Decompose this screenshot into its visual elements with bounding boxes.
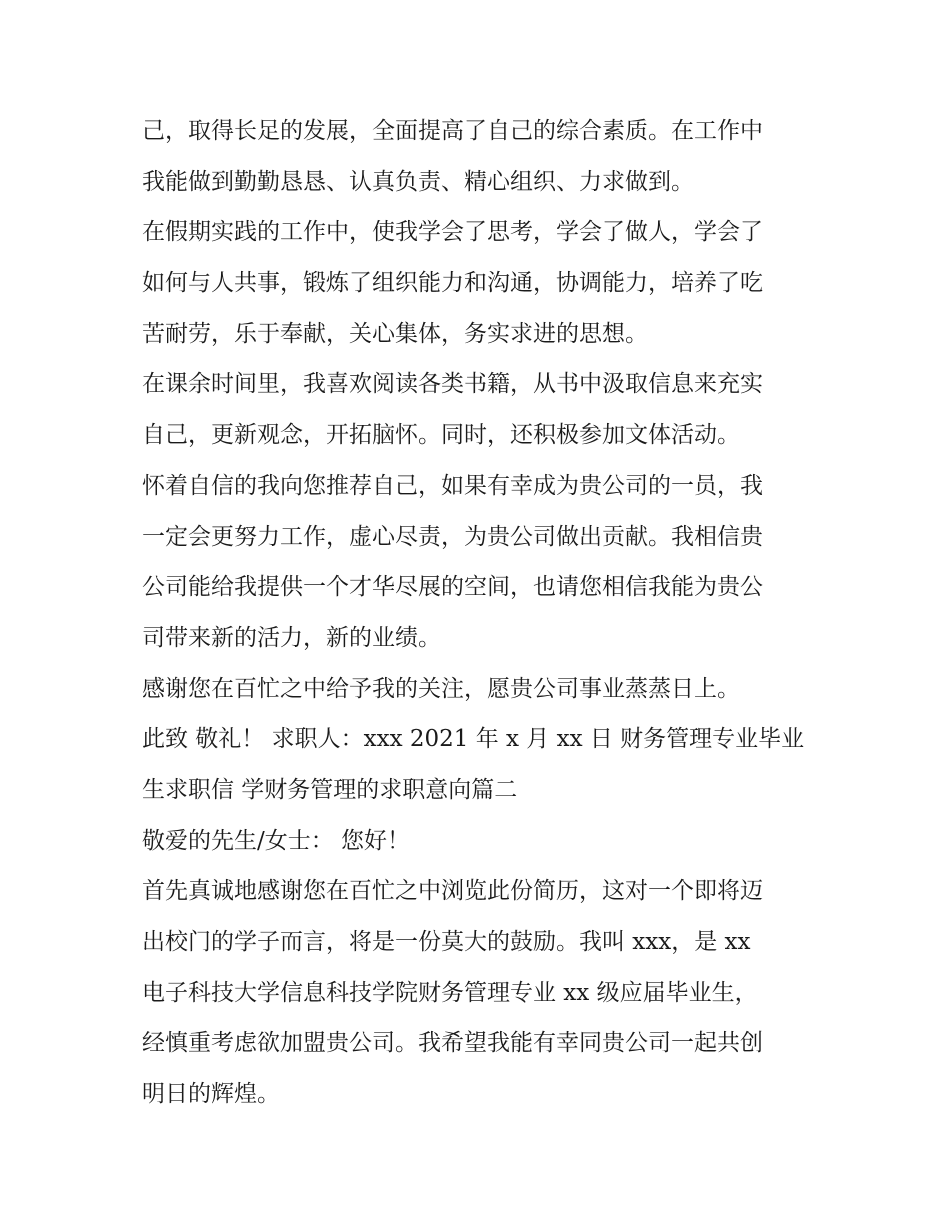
text-line: 经慎重考虑欲加盟贵公司。我希望我能有幸同贵公司一起共创 <box>142 1030 763 1057</box>
text-line: 如何与人共事，锻炼了组织能力和沟通，协调能力，培养了吃 <box>142 270 763 297</box>
text-line: 首先真诚地感谢您在百忙之中浏览此份简历，这对一个即将迈 <box>142 878 763 905</box>
text-line: 己，取得长足的发展，全面提高了自己的综合素质。在工作中 <box>142 118 763 144</box>
text-line: 敬爱的先生/女士： 您好！ <box>142 827 411 854</box>
text-line: 生求职信 学财务管理的求职意向篇二 <box>142 776 518 803</box>
text-line: 在假期实践的工作中，使我学会了思考，学会了做人，学会了 <box>142 219 763 246</box>
text-line: 感谢您在百忙之中给予我的关注，愿贵公司事业蒸蒸日上。 <box>142 675 740 702</box>
text-line: 公司能给我提供一个才华尽展的空间，也请您相信我能为贵公 <box>142 574 763 601</box>
text-line: 怀着自信的我向您推荐自己，如果有幸成为贵公司的一员，我 <box>142 472 763 499</box>
letter-body <box>142 106 822 1120</box>
text-line: 明日的辉煌。 <box>142 1081 280 1108</box>
text-line: 我能做到勤勤恳恳、认真负责、精心组织、力求做到。 <box>142 168 694 195</box>
text-line: 在课余时间里，我喜欢阅读各类书籍，从书中汲取信息来充实 <box>142 371 763 398</box>
text-line: 电子科技大学信息科技学院财务管理专业 xx 级应届毕业生， <box>142 979 758 1006</box>
text-line: 一定会更努力工作，虚心尽责，为贵公司做出贡献。我相信贵 <box>142 523 763 550</box>
text-line: 出校门的学子而言，将是一份莫大的鼓励。我叫 xxx，是 xx <box>142 929 751 955</box>
text-line: 自己，更新观念，开拓脑怀。同时，还积极参加文体活动。 <box>142 422 740 449</box>
text-line: 苦耐劳，乐于奉献，关心集体，务实求进的思想。 <box>142 320 648 347</box>
text-line: 此致 敬礼！ 求职人：xxx 2021 年 x 月 xx 日 财务管理专业毕业 <box>142 726 805 753</box>
text-line: 司带来新的活力，新的业绩。 <box>142 624 441 651</box>
